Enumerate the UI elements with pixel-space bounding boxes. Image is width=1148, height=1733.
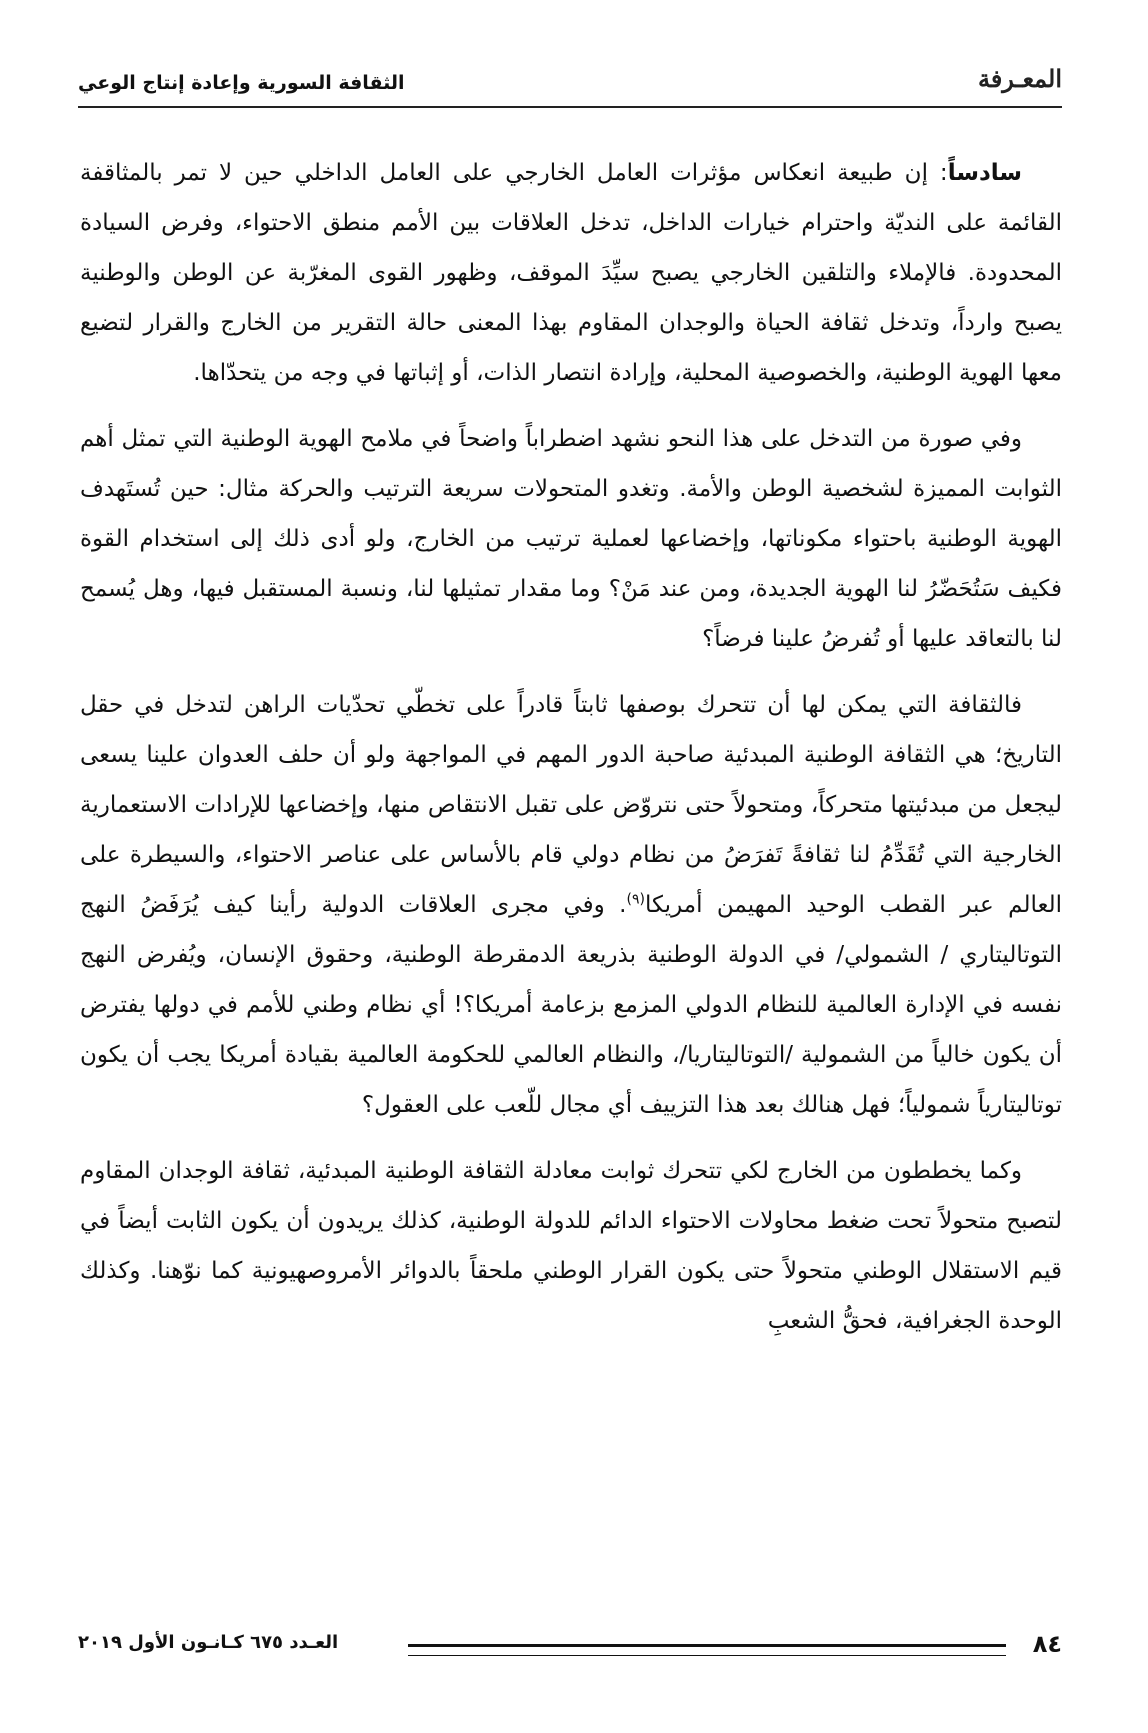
magazine-logo: المعـرفة (977, 64, 1062, 93)
running-title: الثقافة السورية وإعادة إنتاج الوعي (78, 72, 405, 94)
page-footer (78, 1628, 1062, 1668)
page-header (78, 58, 1062, 108)
paragraph-lead: سادساً (947, 160, 1022, 186)
paragraph-text: وكما يخططون من الخارج لكي تتحرك ثوابت معادلة الثقافة الوطنية المبدئية، ثقافة الوجدان المقاوم لتصبح متحولاً تحت ضغط محاولات الاحتواء الدائم للدولة الوطنية، كذلك يريدون أن يكون الثابت أيضاً في قيم الاستقلال الوطني متحولاً حتى يكون القرار الوطني ملحقاً بالدوائر الأمروصهيونية كما نوّهنا. وكذلك الوحدة الجغرافية، فحقُّ الشعبِ (80, 1158, 1062, 1334)
paragraph-text: وفي صورة من التدخل على هذا النحو نشهد اضطراباً واضحاً في ملامح الهوية الوطنية التي تمثل أهم الثوابت المميزة لشخصية الوطن والأمة. وتغدو المتحولات سريعة الترتيب والحركة مثال: حين تُستَهدف الهوية الوطنية باحتواء مكوناتها، وإخضاعها لعملية ترتيب من الخارج، ولو أدى ذلك إلى استخدام القوة فكيف سَتُحَضّرُ لنا الهوية الجديدة، ومن عند مَنْ؟ وما مقدار تمثيلها لنا، ونسبة المستقبل فيها، وهل يُسمح لنا بالتعاقد عليها أو تُفرضُ علينا فرضاً؟ (80, 426, 1062, 652)
paragraph-text: فالثقافة التي يمكن لها أن تتحرك بوصفها ثابتاً قادراً على تخطّي تحدّيات الراهن لتدخل في حقل التاريخ؛ هي الثقافة الوطنية المبدئية صاحبة الدور المهم في المواجهة ولو أن حلف العدوان علينا يسعى ليجعل من مبدئيتها متحركاً، ومتحولاً حتى نتروّض على تقبل الانتقاص منها، وإخضاعها للإرادات الاستعمارية الخارجية التي تُقَدِّمُ لنا ثقافةً تَفرَضُ من نظام دولي قام بالأساس على عناصر الاحتواء، والسيطرة على العالم عبر القطب الوحيد المهيمن أمريكا (80, 692, 1062, 918)
paragraph-1 (80, 148, 1062, 398)
page-number: ٨٤ (1032, 1630, 1062, 1658)
footer-rule (408, 1644, 1006, 1656)
paragraph-4 (80, 1146, 1062, 1346)
issue-info: العـدد ٦٧٥ كـانـون الأول ٢٠١٩ (78, 1632, 339, 1653)
header-rule (78, 106, 1062, 108)
paragraph-text: . وفي مجرى العلاقات الدولية رأينا كيف يُرَفَضُ النهج التوتاليتاري / الشمولي/ في الدولة الوطنية بذريعة الدمقرطة الوطنية، وحقوق الإنسان، ويُفرض النهج نفسه في الإدارة العالمية للنظام الدولي المزمع بزعامة أمريكا؟! أي نظام وطني للأمم في دولها يفترض أن يكون خالياً من الشمولية /التوتاليتاريا/، والنظام العالمي للحكومة العالمية بقيادة أمريكا يجب أن يكون توتاليتارياً شمولياً؛ فهل هنالك بعد هذا التزييف أي مجال للّعب على العقول؟ (80, 892, 1062, 1118)
paragraph-3 (80, 680, 1062, 1130)
paragraph-text: : إن طبيعة انعكاس مؤثرات العامل الخارجي على العامل الداخلي حين لا تمر بالمثاقفة القائمة على النديّة واحترام خيارات الداخل، تدخل العلاقات بين الأمم منطق الاحتواء، وفرض السيادة المحدودة. فالإملاء والتلقين الخارجي يصبح سيِّدَ الموقف، وظهور القوى المغرّبة عن الوطن والوطنية يصبح وارداً، وتدخل ثقافة الحياة والوجدان المقاوم بهذا المعنى حالة التقرير من الخارج والقرار لتضيع معها الهوية الوطنية، والخصوصية المحلية، وإرادة انتصار الذات، أو إثباتها في وجه من يتحدّاها. (80, 160, 1062, 386)
article-body (80, 148, 1062, 1362)
paragraph-2 (80, 414, 1062, 664)
footnote-marker[interactable]: (٩) (626, 891, 645, 908)
